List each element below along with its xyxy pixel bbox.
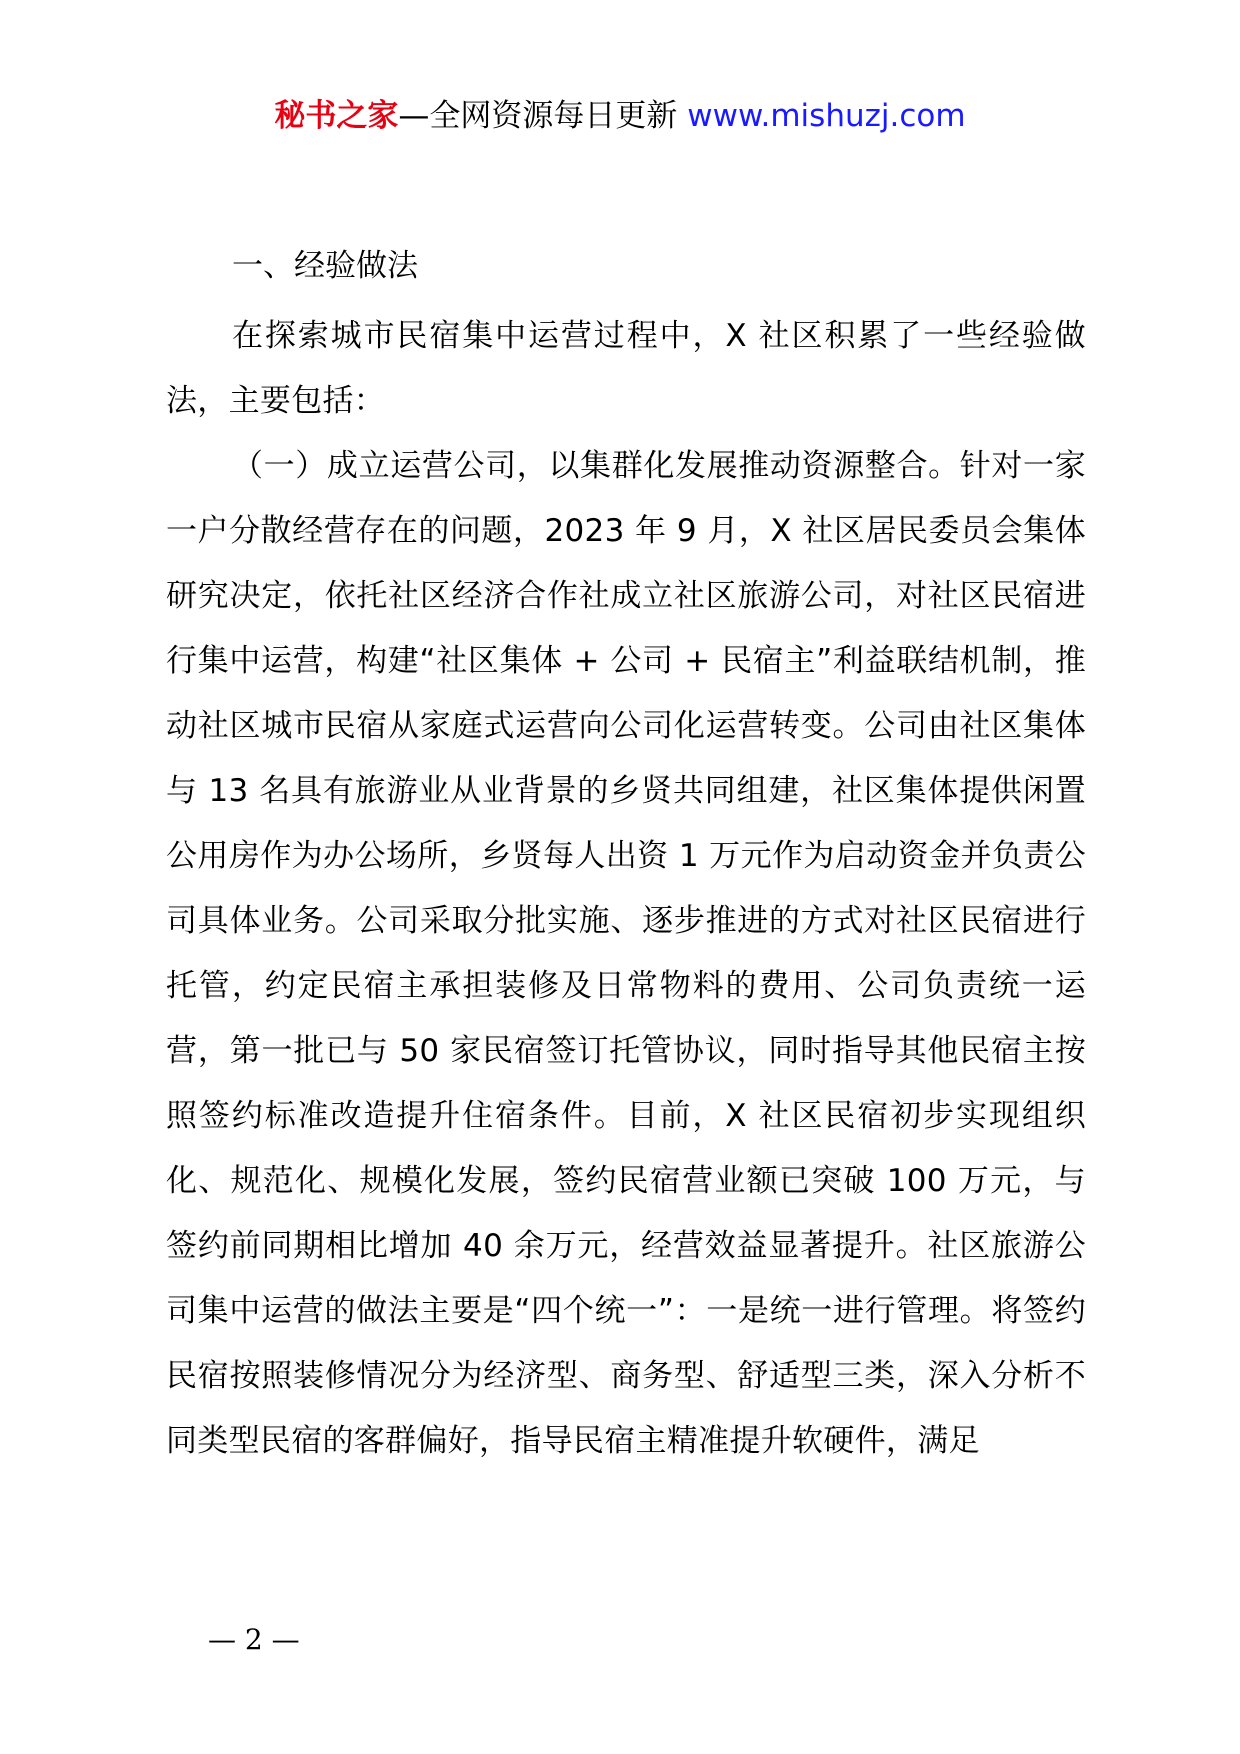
body-paragraph: （一）成立运营公司，以集群化发展推动资源整合。针对一家一户分散经营存在的问题，2023 年 9 月，X 社区居民委员会集体研究决定，依托社区经济合作社成立社区旅游公司，对社区民宿进行集中运营，构建“社区集体 + 公司 + 民宿主”利益联结机制，推动社区城市民宿从家庭式运营向公司化运营转变。公司由社区集体与 13 名具有旅游业从业背景的乡贤共同组建，社区集体提供闲置公用房作为办公场所，乡贤每人出资 1 万元作为启动资金并负责公司具体业务。公司采取分批实施、逐步推进的方式对社区民宿进行托管，约定民宿主承担装修及日常物料的费用、公司负责统一运营，第一批已与 50 家民宿签订托管协议，同时指导其他民宿主按照签约标准改造提升住宿条件。目前，X 社区民宿初步实现组织化、规范化、规模化发展，签约民宿营业额已突破 100 万元，与签约前同期相比增加 40 余万元，经营效益显著提升。社区旅游公司集中运营的做法主要是“四个统一”：一是统一进行管理。将签约民宿按照装修情况分为经济型、商务型、舒适型三类，深入分析不同类型民宿的客群偏好，指导民宿主精准提升软硬件，满足	[166, 448, 1086, 1459]
site-slogan: —全网资源每日更新	[398, 98, 678, 134]
site-brand: 秘书之家	[274, 98, 399, 134]
page-number: — 2 —	[208, 1623, 300, 1656]
site-url-link[interactable]: www.mishuzj.com	[687, 98, 966, 134]
section-heading: 一、经验做法	[232, 248, 418, 284]
intro-paragraph: 在探索城市民宿集中运营过程中，X 社区积累了一些经验做法，主要包括：	[166, 318, 1086, 419]
document-body	[166, 239, 1086, 1474]
site-banner	[0, 96, 1240, 136]
